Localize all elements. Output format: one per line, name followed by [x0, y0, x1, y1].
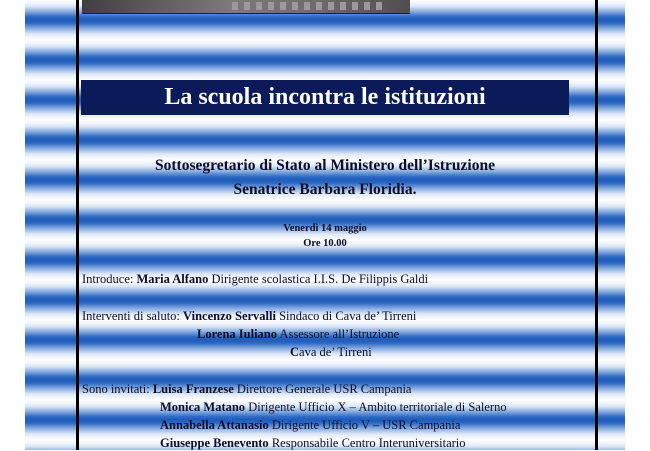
invited-name: Luisa Franzese — [152, 382, 234, 396]
event-time: Ore 10.00 — [303, 238, 347, 249]
guest-role: Sottosegretario di Stato al Ministero dell’Istruzione — [155, 157, 495, 174]
invited-name: Giuseppe Benevento — [160, 436, 269, 450]
invited-name: Annabella Attanasio — [160, 418, 269, 432]
invited-role: Dirigente Ufficio V – USR Campania — [268, 418, 461, 432]
intro-label: Introduce: — [82, 272, 137, 286]
invited-line-1 — [82, 382, 411, 397]
invited-role: Dirigente Ufficio X – Ambito territoriale di Salerno — [245, 400, 507, 414]
event-date: Venerdì 14 maggio — [283, 223, 367, 234]
invited-line-3 — [160, 418, 460, 433]
greetings-line-2 — [197, 327, 399, 342]
greeting-role: Assessore all’Istruzione — [277, 327, 400, 341]
greeting-name: Lorena Iuliano — [197, 327, 277, 341]
invited-label: Sono invitati: — [82, 382, 153, 396]
greeting-role: Sindaco di Cava de’ Tirreni — [275, 309, 417, 323]
greeting-name: Vincenzo Servalli — [183, 309, 276, 323]
title-banner — [81, 80, 569, 115]
greetings-line-3 — [290, 345, 372, 360]
greetings-label: Interventi di saluto: — [82, 309, 184, 323]
intro-line — [82, 272, 428, 287]
banner-title: La scuola incontra le istituzioni — [164, 84, 486, 110]
greeting-cont-rest: ava de’ Tirreni — [299, 345, 372, 359]
invited-role: Responsabile Centro Interuniversitario — [268, 436, 466, 450]
invited-line-2 — [160, 400, 507, 415]
invited-name: Monica Matano — [160, 400, 246, 414]
greeting-cont-initial: C — [290, 345, 300, 359]
invited-role: Direttore Generale USR Campania — [233, 382, 412, 396]
intro-role: Dirigente scolastica I.I.S. De Filippis Galdi — [208, 272, 429, 286]
intro-name: Maria Alfano — [136, 272, 209, 286]
guest-name: Senatrice Barbara Floridia. — [233, 181, 417, 198]
invited-line-4 — [160, 436, 466, 451]
greetings-line-1 — [82, 309, 416, 324]
header-photo — [82, 0, 410, 14]
